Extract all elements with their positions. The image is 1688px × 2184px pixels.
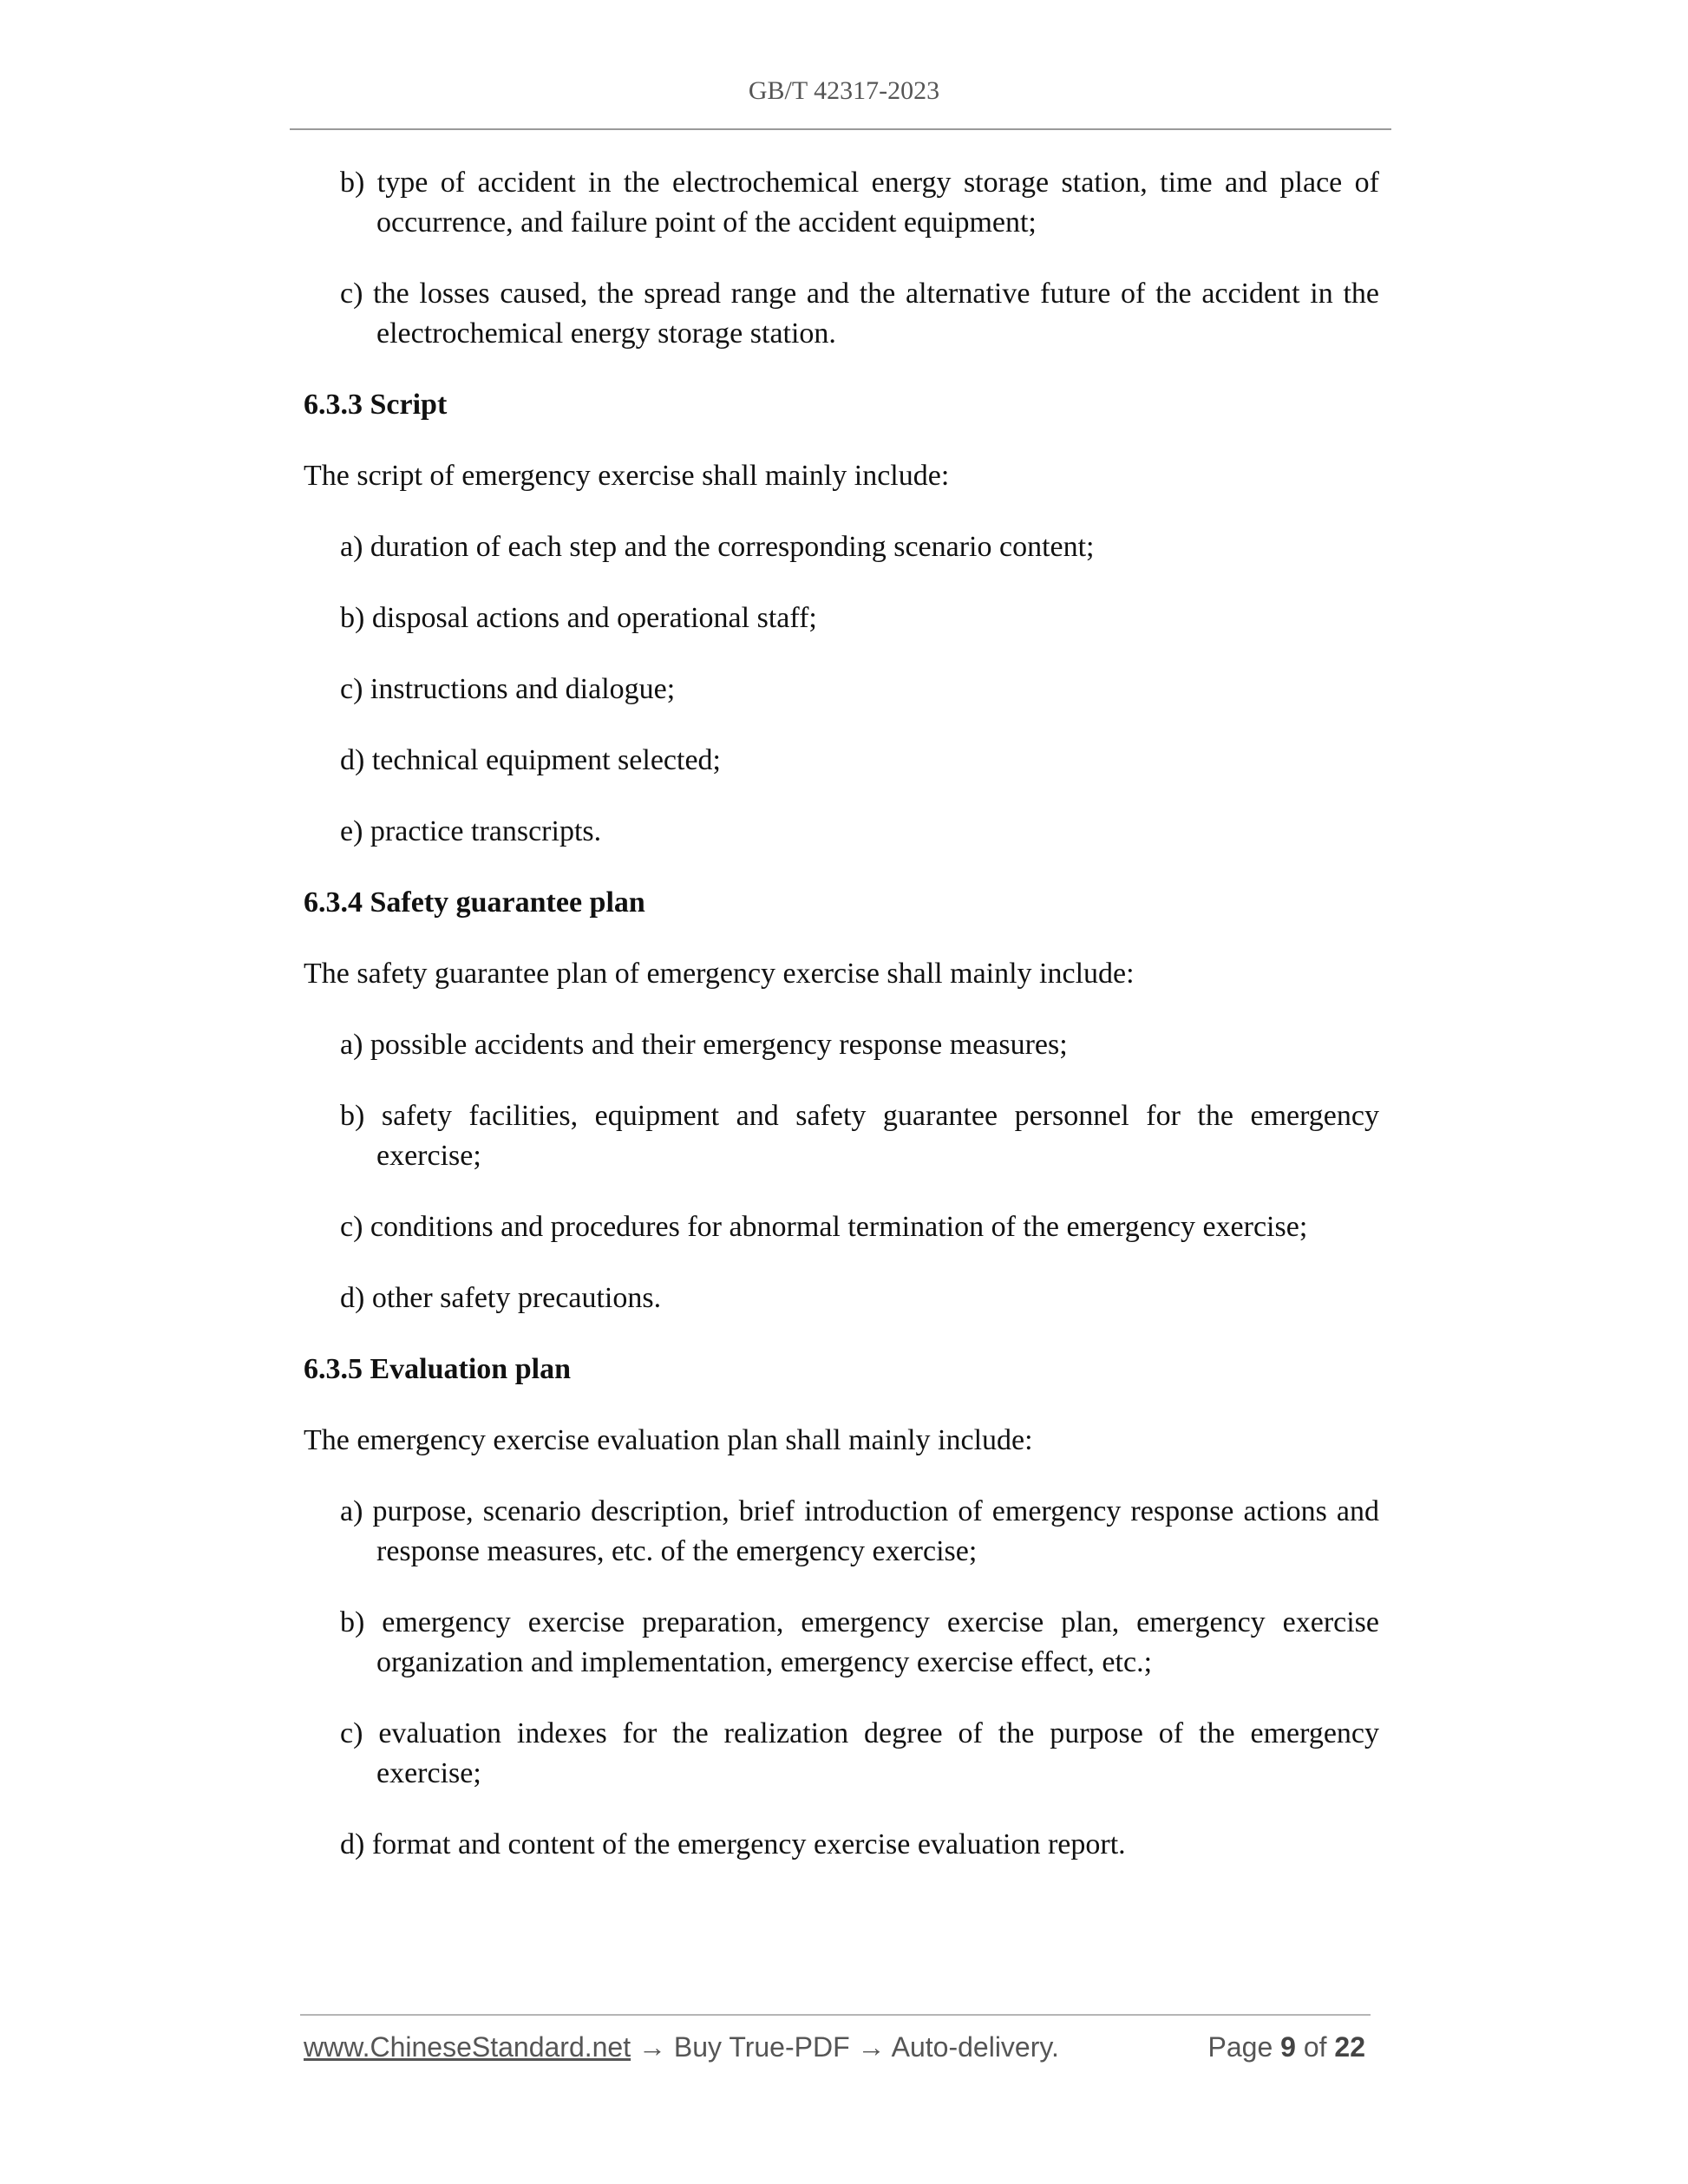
page-header: GB/T 42317-2023	[748, 76, 940, 105]
footer-promo	[304, 2031, 1059, 2063]
page-label: Page	[1207, 2031, 1273, 2063]
total-pages: 22	[1334, 2031, 1365, 2063]
list-item: d) format and content of the emergency exercise evaluation report.	[340, 1828, 1126, 1860]
current-page-number: 9	[1280, 2031, 1296, 2063]
list-item: b) disposal actions and operational staff;	[340, 602, 817, 634]
list-item: a) purpose, scenario description, brief introduction of emergency response actions and response measures, etc. of the emergency exercise;	[340, 1495, 1379, 1567]
list-item: c) the losses caused, the spread range and the alternative future of the accident in the electrochemical energy storage station.	[340, 278, 1379, 350]
list-item: c) evaluation indexes for the realization degree of the purpose of the emergency exercise;	[340, 1717, 1379, 1789]
paragraph: The script of emergency exercise shall mainly include:	[304, 460, 950, 492]
list-item: c) conditions and procedures for abnormal termination of the emergency exercise;	[340, 1211, 1308, 1243]
list-item: b) emergency exercise preparation, emergency exercise plan, emergency exercise organization and implementation, emergency exercise effect, etc.;	[340, 1606, 1379, 1678]
header-divider	[290, 128, 1391, 130]
of-label: of	[1303, 2031, 1327, 2063]
list-item: b) safety facilities, equipment and safety guarantee personnel for the emergency exercise;	[340, 1100, 1379, 1172]
footer-divider	[300, 2014, 1371, 2016]
paragraph: The emergency exercise evaluation plan shall mainly include:	[304, 1424, 1033, 1456]
paragraph: The safety guarantee plan of emergency exercise shall mainly include:	[304, 958, 1135, 990]
list-item: b) type of accident in the electrochemical energy storage station, time and place of occurrence, and failure point of the accident equipment;	[340, 167, 1379, 239]
footer-promo-text: → Buy True-PDF → Auto-delivery.	[638, 2031, 1059, 2063]
list-item: d) technical equipment selected;	[340, 744, 721, 776]
section-heading-safety-guarantee-plan: 6.3.4 Safety guarantee plan	[304, 886, 645, 919]
document-body	[304, 163, 1379, 1896]
list-item: a) duration of each step and the corresponding scenario content;	[340, 531, 1095, 563]
list-item: e) practice transcripts.	[340, 815, 602, 847]
page-indicator	[1208, 2031, 1365, 2063]
section-heading-script: 6.3.3 Script	[304, 389, 448, 421]
list-item: a) possible accidents and their emergency response measures;	[340, 1029, 1068, 1061]
list-item: d) other safety precautions.	[340, 1282, 662, 1314]
website-link[interactable]: www.ChineseStandard.net	[304, 2031, 631, 2063]
section-heading-evaluation-plan: 6.3.5 Evaluation plan	[304, 1353, 571, 1385]
list-item: c) instructions and dialogue;	[340, 673, 676, 705]
